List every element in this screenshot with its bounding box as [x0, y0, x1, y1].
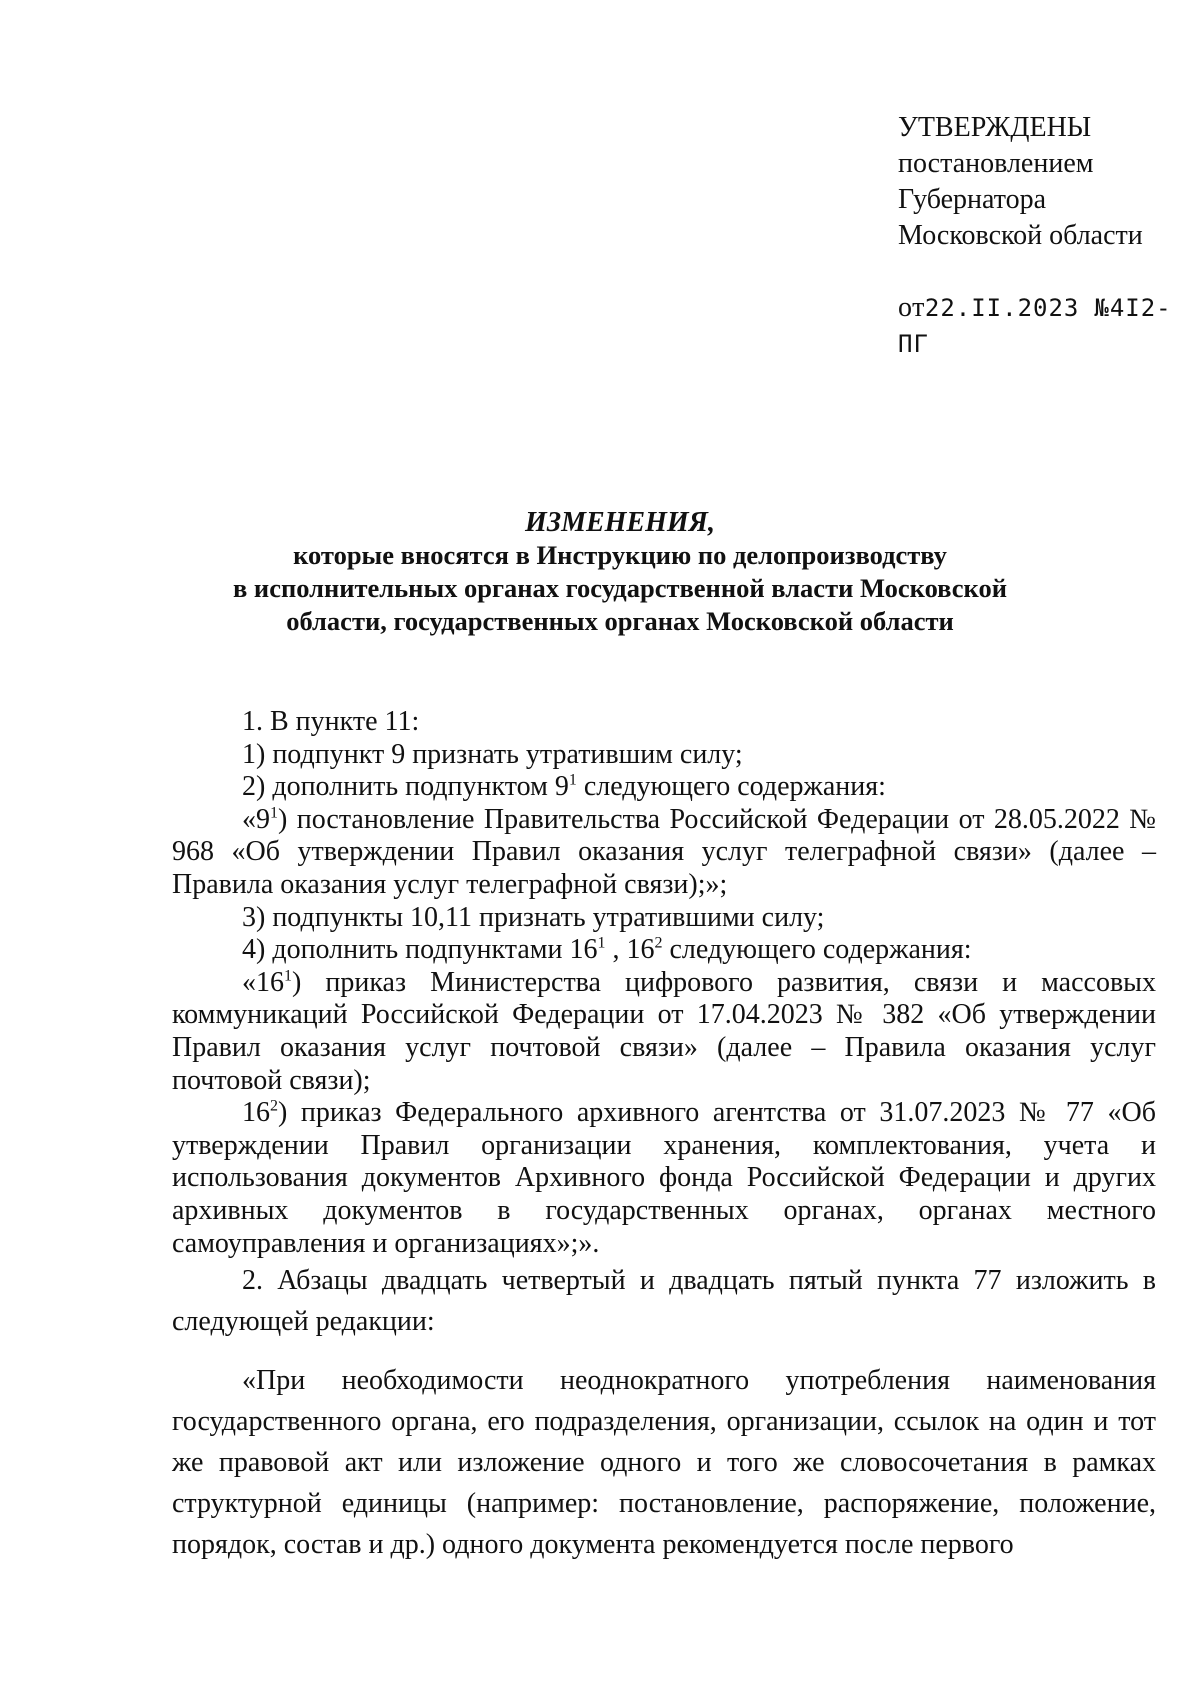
document-body: [172, 706, 1156, 1565]
paragraph: 1. В пункте 11:: [242, 706, 420, 737]
approval-line: постановлением: [898, 148, 1094, 179]
paragraph: [172, 967, 1156, 1097]
approval-date-number: [898, 290, 1200, 362]
paragraph: [172, 934, 1156, 967]
title-line: области, государственных органах Московской области: [286, 606, 954, 636]
paragraph: «При необходимости неоднократного употребления наименования государственного органа, его подразделения, организации, ссылок на один и тот же правовой акт или изложение одного и того же словосочетания в рамках структурной единицы (например: постановление, распоряжение, положение, порядок, состав и др.) одного документа рекомендуется после первого: [172, 1365, 1156, 1561]
paragraph: [172, 804, 1156, 902]
paragraph: 1) подпункт 9 признать утратившим силу;: [242, 738, 743, 770]
approval-number: №4I2-ПГ: [898, 294, 1172, 358]
paragraph: 2. Абзацы двадцать четвертый и двадцать пятый пункта 77 изложить в следующей редакции:: [172, 1265, 1156, 1338]
approval-block: [898, 110, 1200, 362]
date-prefix: от: [898, 292, 925, 323]
approval-date: 22.II.2023: [924, 294, 1080, 322]
superscript: 1: [284, 967, 292, 985]
text-run: 4) дополнить подпунктами 16: [242, 934, 598, 966]
superscript: 2: [270, 1097, 278, 1115]
approval-line: Губернатора: [898, 184, 1047, 215]
title-line: которые вносятся в Инструкцию по делопроизводству: [293, 540, 947, 570]
text-run: «9: [242, 803, 270, 835]
text-run: 16: [242, 1097, 270, 1129]
text-run: , 16: [605, 934, 655, 966]
text-run: следующего содержания:: [576, 771, 886, 803]
document-title: [170, 506, 1070, 638]
text-run: ) приказ Министерства цифрового развития, связи и массовых коммуникаций Российской Федерации от 17.04.2023 № 382 «Об утверждении Правил оказания услуг почтовой связи» (далее – Правила оказания услуг почтовой связи);: [172, 966, 1156, 1096]
superscript: 1: [597, 934, 606, 952]
approval-line: Московской области: [898, 220, 1143, 251]
text-run: следующего содержания:: [662, 934, 972, 966]
paragraph: 3) подпункты 10,11 признать утратившими силу;: [242, 901, 825, 933]
title-main: ИЗМЕНЕНИЯ,: [525, 507, 715, 538]
superscript: 2: [654, 934, 663, 952]
superscript: 1: [270, 804, 278, 822]
text-run: ) приказ Федерального архивного агентства от 31.07.2023 № 77 «Об утверждении Правил организации хранения, комплектования, учета и использования документов Архивного фонда Российской Федерации и других архивных документов в государственных органах, органах местного самоуправления и организациях»;».: [172, 1097, 1156, 1259]
paragraph: [172, 1097, 1156, 1260]
paragraph: [172, 771, 1156, 804]
approval-heading: УТВЕРЖДЕНЫ: [898, 112, 1092, 143]
superscript: 1: [568, 771, 577, 789]
text-run: 2) дополнить подпунктом 9: [242, 771, 569, 803]
text-run: ) постановление Правительства Российской Федерации от 28.05.2022 № 968 «Об утверждении Правил оказания услуг телеграфной связи» (далее – Правила оказания услуг телеграфной связи);»;: [172, 803, 1156, 900]
title-line: в исполнительных органах государственной власти Московской: [232, 573, 1007, 603]
text-run: «16: [242, 966, 284, 998]
